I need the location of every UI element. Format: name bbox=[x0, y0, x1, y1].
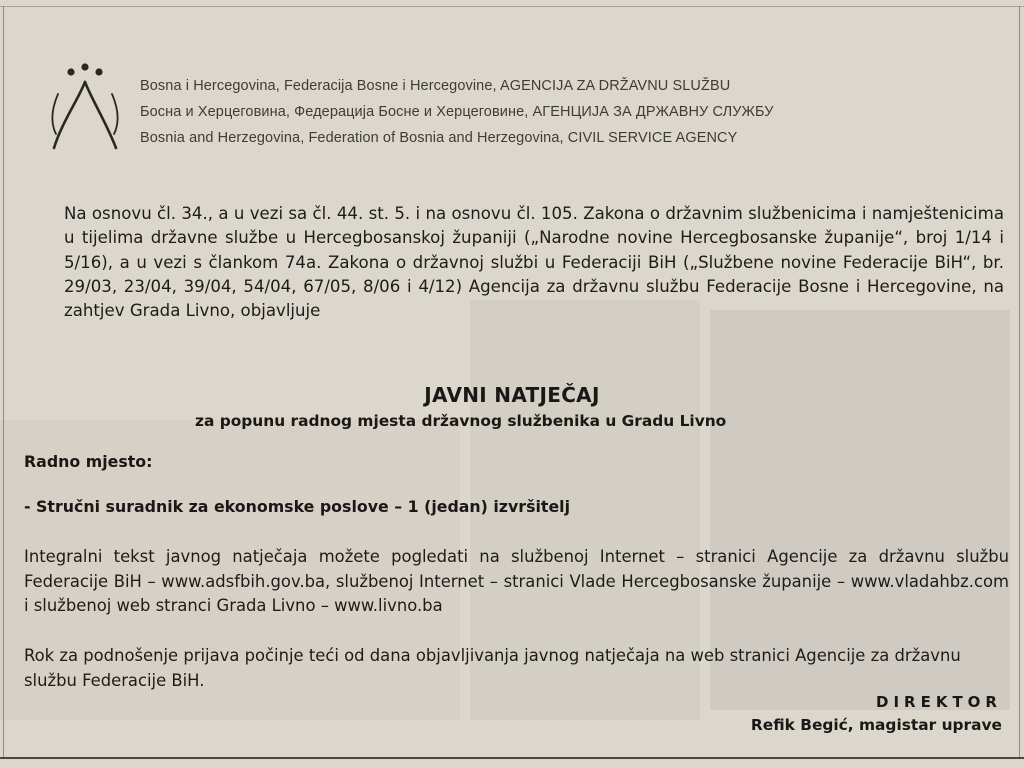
intro-paragraph: Na osnovu čl. 34., a u vezi sa čl. 44. st. 5. i na osnovu čl. 105. Zakona o državnim službenicima i namještenicima u tijelima državne službe u Hercegbosanskoj županiji („Narodne novine Hercegbosanske županije“, broj 1/14 i 5/16), a u vezi s člankom 74a. Zakona o državnoj službi u Federaciji BiH („Službene novine Federacije BiH“, br. 29/03, 23/04, 39/04, 54/04, 67/05, 8/06 i 4/12) Agencija za državnu službu Federacije Bosne i Hercegovine, na zahtjev Grada Livno, objavljuje bbox=[64, 204, 1004, 321]
logo-dot bbox=[95, 68, 102, 75]
logo-arc bbox=[52, 94, 58, 134]
logo-dot bbox=[67, 68, 74, 75]
signature-name: Refik Begić, magistar uprave bbox=[750, 716, 1002, 734]
logo-dot bbox=[81, 63, 88, 70]
announcement-subtitle: za popunu radnog mjesta državnog službenika u Gradu Livno bbox=[195, 412, 727, 430]
agency-line-bosnian: Bosna i Hercegovina, Federacija Bosne i Hercegovine, AGENCIJA ZA DRŽAVNU SLUŽBU bbox=[140, 78, 731, 94]
agency-line-english: Bosnia and Herzegovina, Federation of Bosnia and Herzegovina, CIVIL SERVICE AGENCY bbox=[140, 130, 738, 146]
agency-logo bbox=[40, 60, 130, 160]
agency-header bbox=[140, 73, 774, 151]
position-item: - Stručni suradnik za ekonomske poslove – 1 (jedan) izvršitelj bbox=[24, 497, 570, 516]
deadline-paragraph: Rok za podnošenje prijava počinje teći od dana objavljivanja javnog natječaja na web stranici Agencije za državnu službu Federacije BiH. bbox=[24, 646, 961, 690]
integral-text-paragraph: Integralni tekst javnog natječaja možete pogledati na službenoj Internet – stranici Agencije za državnu službu Federacije BiH – www.adsfbih.gov.ba, službenoj Internet – stranici Vlade Hercegbosanske županije – www.vladahbz.com i službenoj web stranci Grada Livno – www.livno.ba bbox=[24, 547, 1009, 615]
logo-stroke bbox=[54, 82, 85, 148]
ad-border-left bbox=[3, 6, 4, 758]
signature-title: DIREKTOR bbox=[876, 693, 1002, 711]
ad-border-bottom bbox=[0, 757, 1024, 759]
ad-border-right bbox=[1019, 6, 1020, 758]
logo-arc bbox=[112, 94, 118, 134]
logo-stroke bbox=[85, 82, 116, 148]
position-label: Radno mjesto: bbox=[24, 452, 153, 471]
agency-line-cyrillic: Босна и Херцеговина, Федерација Босне и Херцеговине, АГЕНЦИЈА ЗА ДРЖАВНУ СЛУЖБУ bbox=[140, 104, 774, 120]
announcement-title: JAVNI NATJEČAJ bbox=[424, 383, 600, 407]
ad-border-top bbox=[0, 6, 1024, 7]
